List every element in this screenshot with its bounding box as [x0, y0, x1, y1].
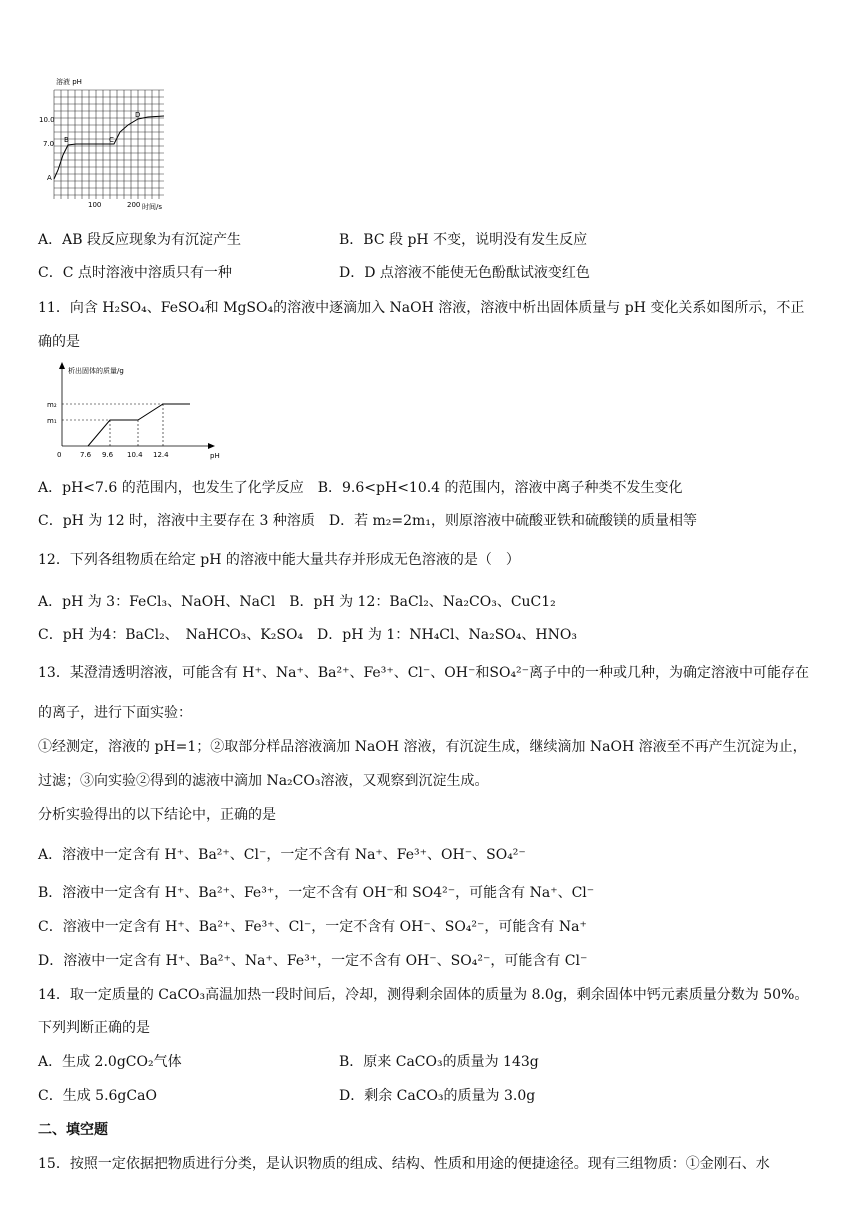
q14-option-c: C．生成 5.6gCaO: [38, 1088, 157, 1104]
q13-stem: 13．某澄清透明溶液，可能含有 H⁺、Na⁺、Ba²⁺、Fe³⁺、Cl⁻、OH⁻和SO₄²⁻离子中的一种或几种，为确定溶液中可能存在: [38, 665, 810, 681]
q15-stem: 15．按照一定依据把物质进行分类，是认识物质的组成、结构、性质和用途的便捷途径。现有三组物质：①金刚石、水: [38, 1156, 770, 1172]
q11-option-d: D．若 m₂=2m₁，则原溶液中硫酸亚铁和硫酸镁的质量相等: [328, 513, 697, 529]
q13-experiment-cont: 过滤；③向实验②得到的滤液中滴加 Na₂CO₃溶液，又观察到沉淀生成。: [38, 773, 489, 789]
chart2-xtick-7-6: 7.6: [80, 451, 92, 459]
q11-option-a: A．pH<7.6 的范围内，也发生了化学反应: [38, 480, 304, 496]
chart1-point-c: C: [109, 136, 114, 144]
q11-stem: 11．向含 H₂SO₄、FeSO₄和 MgSO₄的溶液中逐滴加入 NaOH 溶液，溶液中析出固体质量与 pH 变化关系如图所示，不正: [38, 300, 805, 316]
chart1-ytick-10: 10.0: [39, 116, 55, 124]
chart1-curve: [54, 116, 164, 179]
chart1-xtick-100: 100: [88, 201, 102, 209]
chart2-ytick-m1: m₁: [47, 417, 57, 425]
q11-options-ab: [38, 479, 683, 497]
q11-stem-cont: 确的是: [38, 334, 80, 350]
q13-stem-cont: 的离子，进行下面实验：: [38, 705, 192, 721]
q13-option-d: D．溶液中一定含有 H⁺、Ba²⁺、Na⁺、Fe³⁺，一定不含有 OH⁻、SO₄²⁻，可能含有 Cl⁻: [38, 953, 588, 969]
q12-stem: 12．下列各组物质在给定 pH 的溶液中能大量共存并形成无色溶液的是（ ）: [38, 552, 520, 568]
q14-option-a: A．生成 2.0gCO₂气体: [38, 1054, 182, 1070]
chart1-point-b: B: [64, 136, 69, 144]
q10-option-d: D．D 点溶液不能使无色酚酞试液变红色: [339, 265, 590, 281]
q14-option-d: D．剩余 CaCO₃的质量为 3.0g: [339, 1088, 536, 1104]
chart2-xtick-10-4: 10.4: [127, 451, 143, 459]
q14-option-b: B．原来 CaCO₃的质量为 143g: [339, 1054, 539, 1070]
chart2-y-arrow: [59, 362, 65, 369]
q13-question: 分析实验得出的以下结论中，正确的是: [38, 807, 276, 823]
chart2-xlabel: pH: [210, 452, 220, 460]
chart1-ylabel: 溶液 pH: [56, 78, 82, 86]
q13-option-a: A．溶液中一定含有 H⁺、Ba²⁺、Cl⁻，一定不含有 Na⁺、Fe³⁺、OH⁻、SO₄²⁻: [38, 847, 526, 863]
chart2-guides: [62, 404, 163, 446]
q13-option-c: C．溶液中一定含有 H⁺、Ba²⁺、Fe³⁺、Cl⁻，一定不含有 OH⁻、SO₄²⁻，可能含有 Na⁺: [38, 919, 587, 935]
chart1-point-d: D: [135, 111, 141, 119]
chart2-ylabel: 析出固体的质量/g: [68, 367, 124, 375]
q12-options-ab: A．pH 为 3：FeCl₃、NaOH、NaCl B．pH 为 12：BaCl₂、Na₂CO₃、CuC1₂: [38, 594, 556, 610]
precipitate-ph-chart: [40, 360, 225, 460]
section-heading: 二、填空题: [38, 1122, 108, 1138]
q10-option-c: C．C 点时溶液中溶质只有一种: [38, 265, 232, 281]
q11-option-b: B．9.6<pH<10.4 的范围内，溶液中离子种类不发生变化: [317, 480, 683, 496]
q13-option-b: B．溶液中一定含有 H⁺、Ba²⁺、Fe³⁺，一定不含有 OH⁻和 SO4²⁻，可能含有 Na⁺、Cl⁻: [38, 885, 595, 901]
ph-time-chart: [36, 70, 176, 215]
q11-options-cd: [38, 512, 697, 530]
chart2-x-arrow: [208, 443, 215, 449]
chart1-ytick-7: 7.0: [43, 140, 55, 148]
q14-stem-cont: 下列判断正确的是: [38, 1020, 150, 1036]
chart2-xtick-12-4: 12.4: [153, 451, 169, 459]
q10-option-b: B．BC 段 pH 不变，说明没有发生反应: [339, 232, 588, 248]
chart2-xtick-9-6: 9.6: [102, 451, 114, 459]
chart2-ytick-m2: m₂: [47, 401, 57, 409]
q13-experiment: ①经测定，溶液的 pH=1；②取部分样品溶液滴加 NaOH 溶液，有沉淀生成，继续滴加 NaOH 溶液至不再产生沉淀为止，: [38, 739, 807, 755]
q11-option-c: C．pH 为 12 时，溶液中主要存在 3 种溶质: [38, 513, 315, 529]
chart1-xlabel: 时间/s: [142, 203, 163, 211]
q12-options-cd: C．pH 为4：BaCl₂、 NaHCO₃、K₂SO₄ D．pH 为 1：NH₄Cl、Na₂SO₄、HNO₃: [38, 627, 577, 643]
chart2-xtick-0: 0: [57, 451, 62, 459]
chart2-curve: [88, 404, 190, 446]
q14-stem: 14．取一定质量的 CaCO₃高温加热一段时间后，冷却，测得剩余固体的质量为 8.0g，剩余固体中钙元素质量分数为 50%。: [38, 987, 809, 1003]
chart1-xtick-200: 200: [127, 201, 141, 209]
q10-option-a: A．AB 段反应现象为有沉淀产生: [38, 232, 241, 248]
chart1-point-a: A: [47, 174, 52, 182]
